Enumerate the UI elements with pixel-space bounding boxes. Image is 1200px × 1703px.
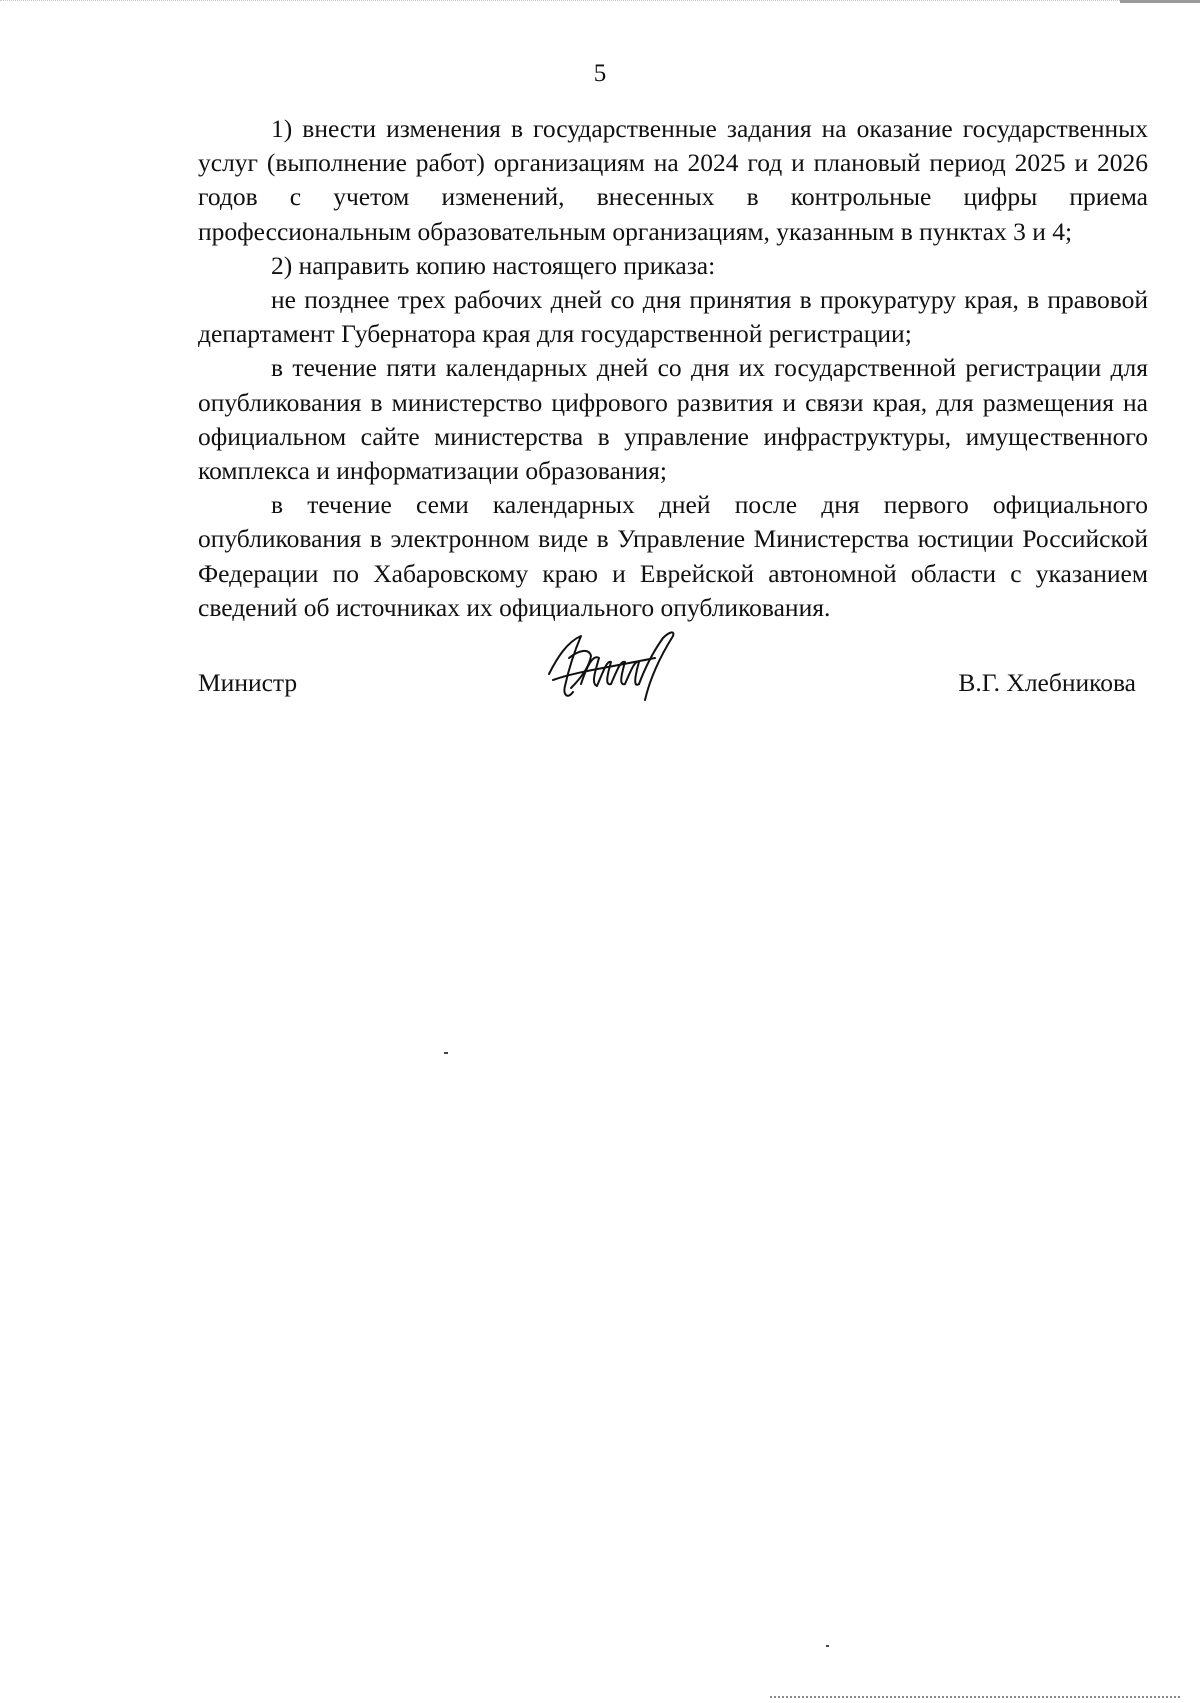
paragraph-subitem-publication: в течение пяти календарных дней со дня их государственной регистрации для опубликования в министерство цифрового развития и связи края, для размещения на официальном сайте министерства в управление инфраструктуры, имущественного комплекса и информатизации образования; bbox=[198, 353, 1148, 486]
scan-speck bbox=[444, 1052, 448, 1054]
signatory-name: В.Г. Хлебникова bbox=[958, 668, 1136, 697]
paragraph-subitem-justice: в течение семи календарных дней после дня первого официального опубликования в электронном виде в Управление Министерства юстиции Российской Федерации по Хабаровскому краю и Еврейской автономной области с указанием сведений об источниках их официального опубликования. bbox=[198, 490, 1148, 622]
paragraph-item-1: 1) внести изменения в государственные задания на оказание государственных услуг (выполнение работ) организациям на 2024 год и плановый период 2025 и 2026 годов с учетом изменений, внесенных в контрольные цифры приема профессиональным образовательным организациям, указанным в пунктах 3 и 4; bbox=[198, 114, 1148, 246]
paragraph-item-2: 2) направить копию настоящего приказа: bbox=[271, 250, 716, 280]
scan-speck bbox=[826, 1645, 829, 1647]
page-number: 5 bbox=[593, 60, 607, 87]
document-body bbox=[198, 112, 1148, 625]
scan-bottom-edge bbox=[770, 1696, 1180, 1700]
scan-corner-mark bbox=[1120, 0, 1200, 3]
handwritten-signature bbox=[545, 628, 680, 708]
scan-top-edge bbox=[0, 0, 1200, 5]
paragraph-subitem-prosecutor: не позднее трех рабочих дней со дня принятия в прокуратуру края, в правовой департамент Губернатора края для государственной регистрации; bbox=[198, 285, 1148, 349]
signatory-title: Министр bbox=[198, 668, 298, 697]
